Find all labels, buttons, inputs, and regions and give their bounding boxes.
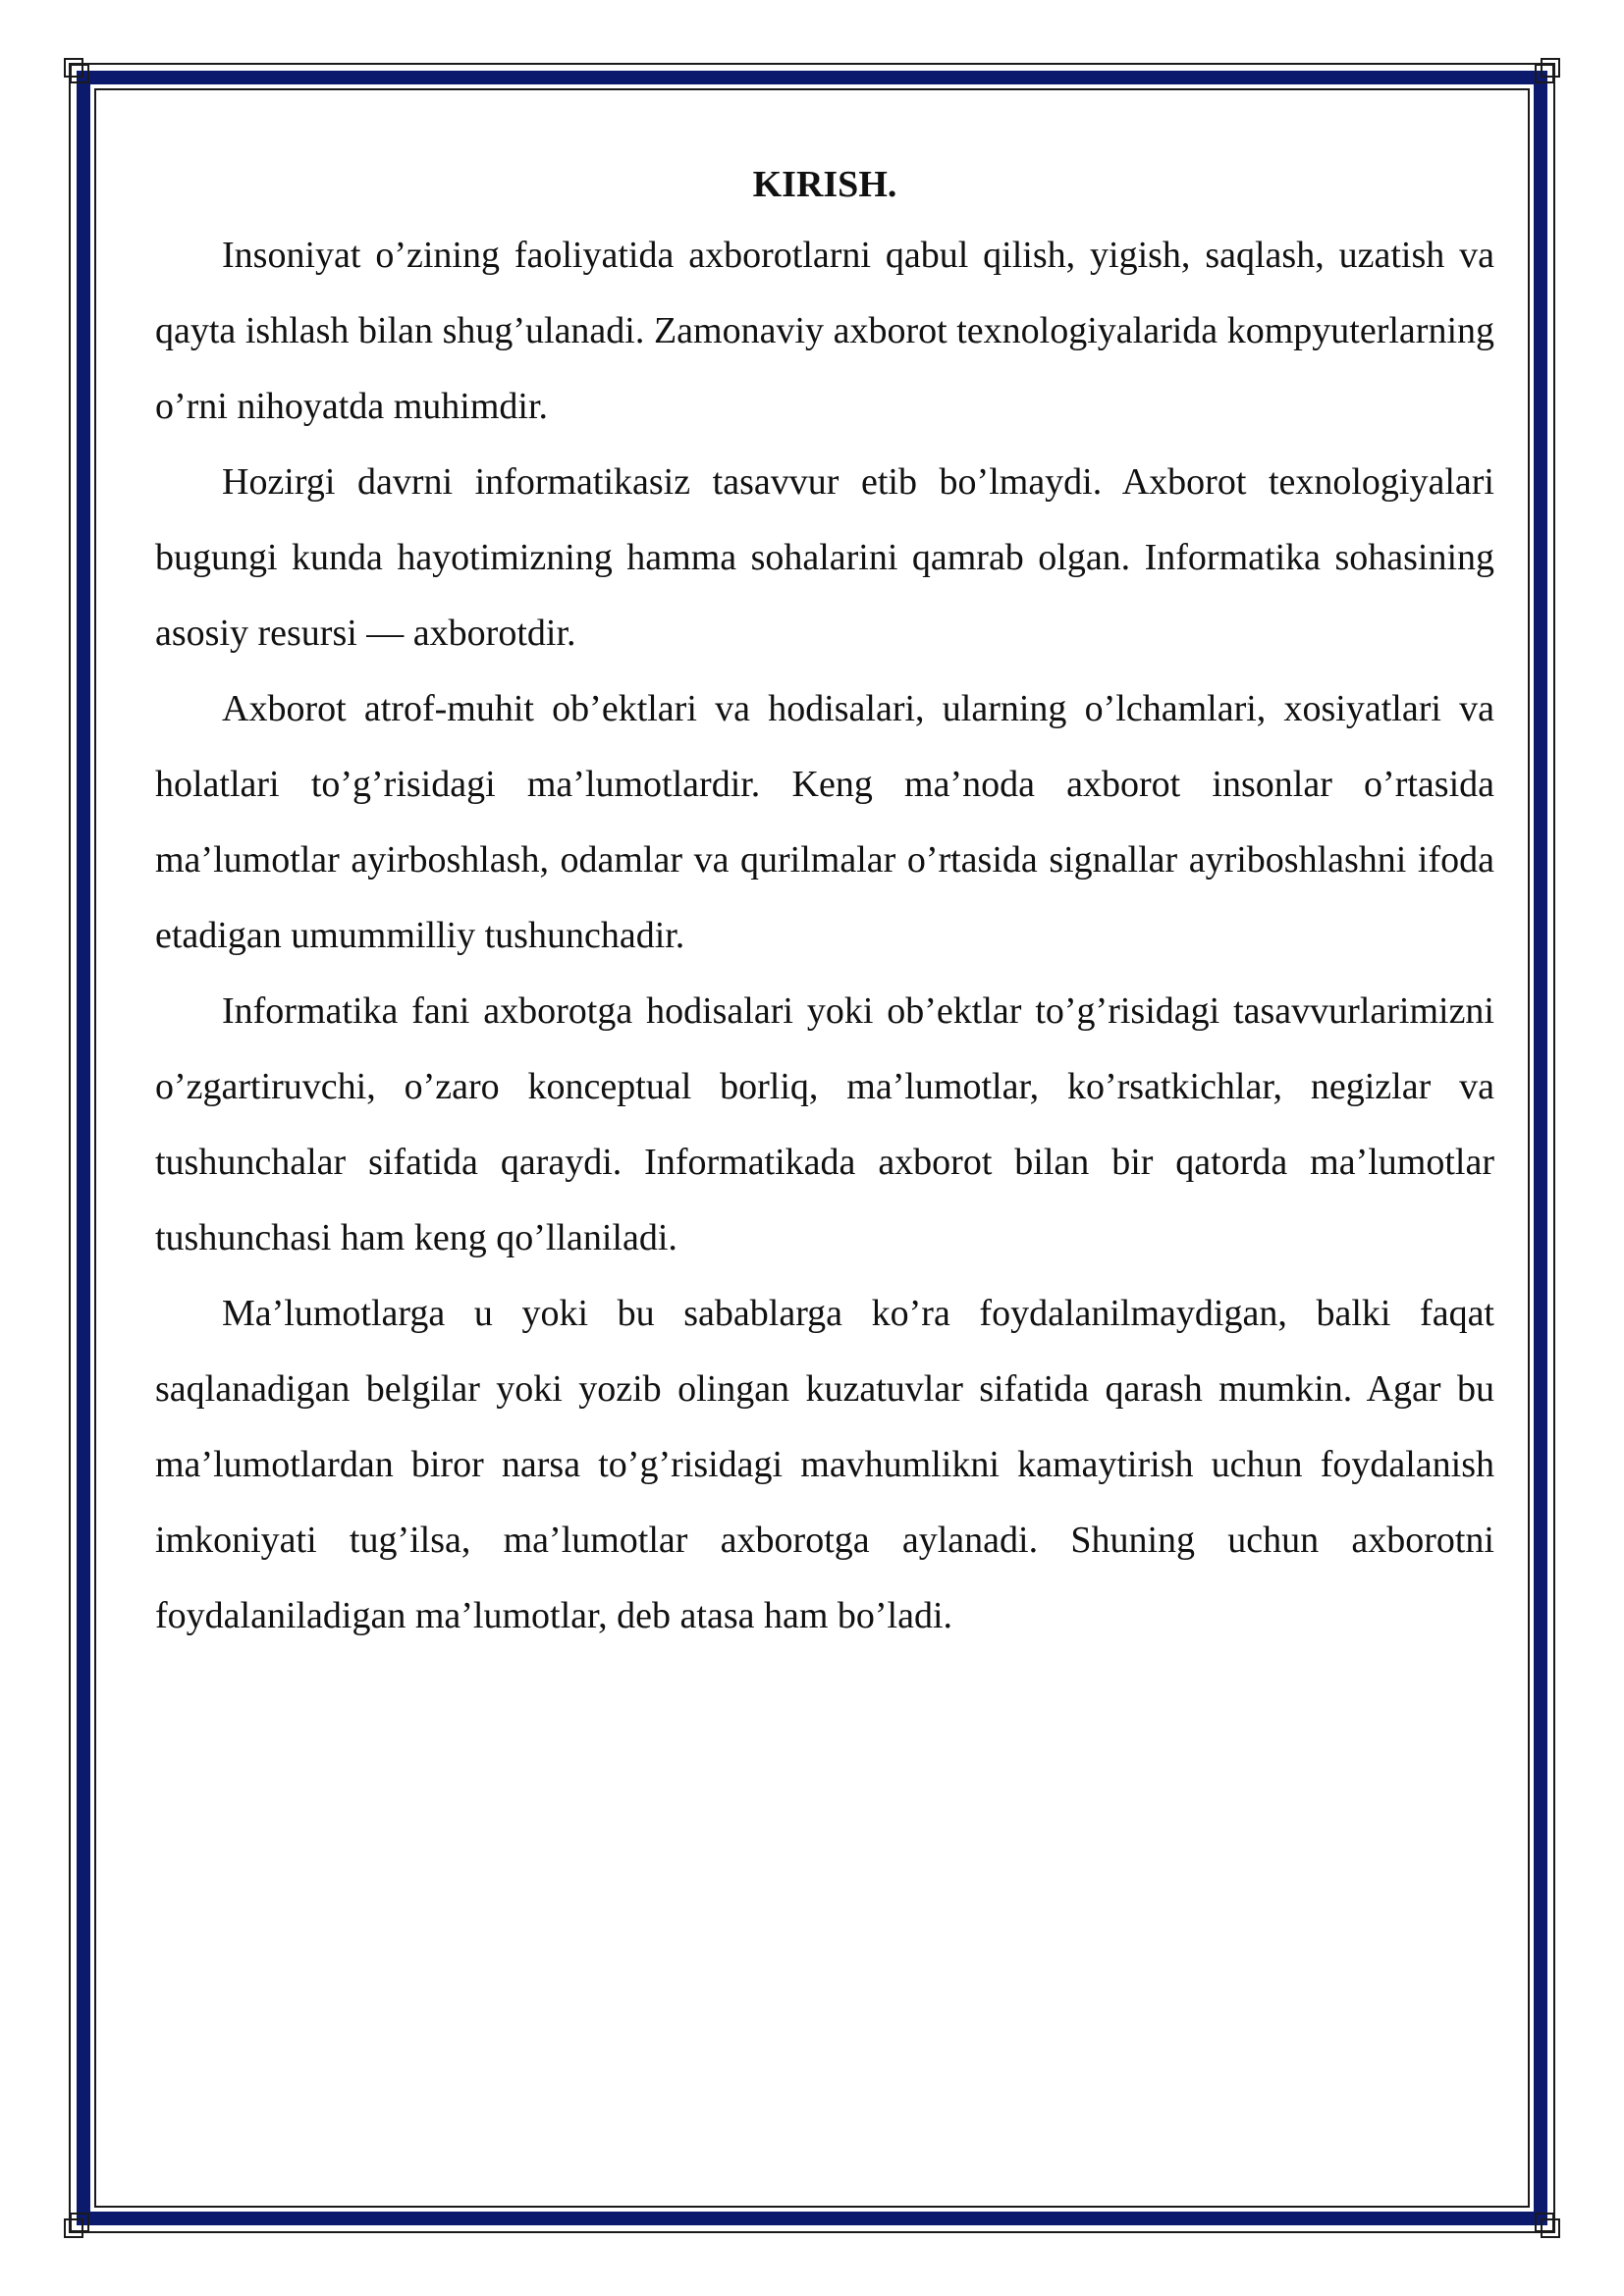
- corner-ornament-bottom-left: [61, 2198, 104, 2241]
- paragraph-4: Informatika fani axborotga hodisalari yoki ob’ektlar to’g’risidagi tasavvurlarimizni o’zgartiruvchi, o’zaro konceptual borliq, ma’lumotlar, ko’rsatkichlar, negizlar va tushunchalar sifatida qaraydi. Informatikada axborot bilan bir qatorda ma’lumotlar tushunchasi ham keng qo’llaniladi.: [155, 990, 1494, 1258]
- document-title: KIRISH.: [752, 164, 897, 205]
- corner-ornament-bottom-right: [1520, 2198, 1563, 2241]
- paragraph-5: Ma’lumotlarga u yoki bu sabablarga ko’ra foydalanilmaydigan, balki faqat saqlanadigan belgilar yoki yozib olingan kuzatuvlar sifatida qarash mumkin. Agar bu ma’lumotlardan biror narsa to’g’risidagi mavhumlikni kamaytirish uchun foydalanish imkoniyati tug’ilsa, ma’lumotlar axborotga aylanadi. Shuning uchun axborotni foydalaniladigan ma’lumotlar, deb atasa ham bo’ladi.: [155, 1293, 1494, 1636]
- paragraph-2: Hozirgi davrni informatikasiz tasavvur etib bo’lmaydi. Axborot texnologiyalari bugungi kunda hayotimizning hamma sohalarini qamrab olgan. Informatika sohasining asosiy resursi — axborotdir.: [155, 461, 1494, 654]
- paragraph-1: Insoniyat o’zining faoliyatida axborotlarni qabul qilish, yigish, saqlash, uzatish va qayta ishlash bilan shug’ulanadi. Zamonaviy axborot texnologiyalarida kompyuterlarning o’rni nihoyatda muhimdir.: [155, 235, 1494, 427]
- document-body: [155, 155, 1494, 1654]
- paragraph-3: Axborot atrof-muhit ob’ektlari va hodisalari, ularning o’lchamlari, xosiyatlari va holatlari to’g’risidagi ma’lumotlardir. Keng ma’noda axborot insonlar o’rtasida ma’lumotlar ayirboshlash, odamlar va qurilmalar o’rtasida signallar ayriboshlashni ifoda etadigan umummilliy tushunchadir.: [155, 688, 1494, 956]
- corner-ornament-top-left: [61, 55, 104, 98]
- corner-ornament-top-right: [1520, 55, 1563, 98]
